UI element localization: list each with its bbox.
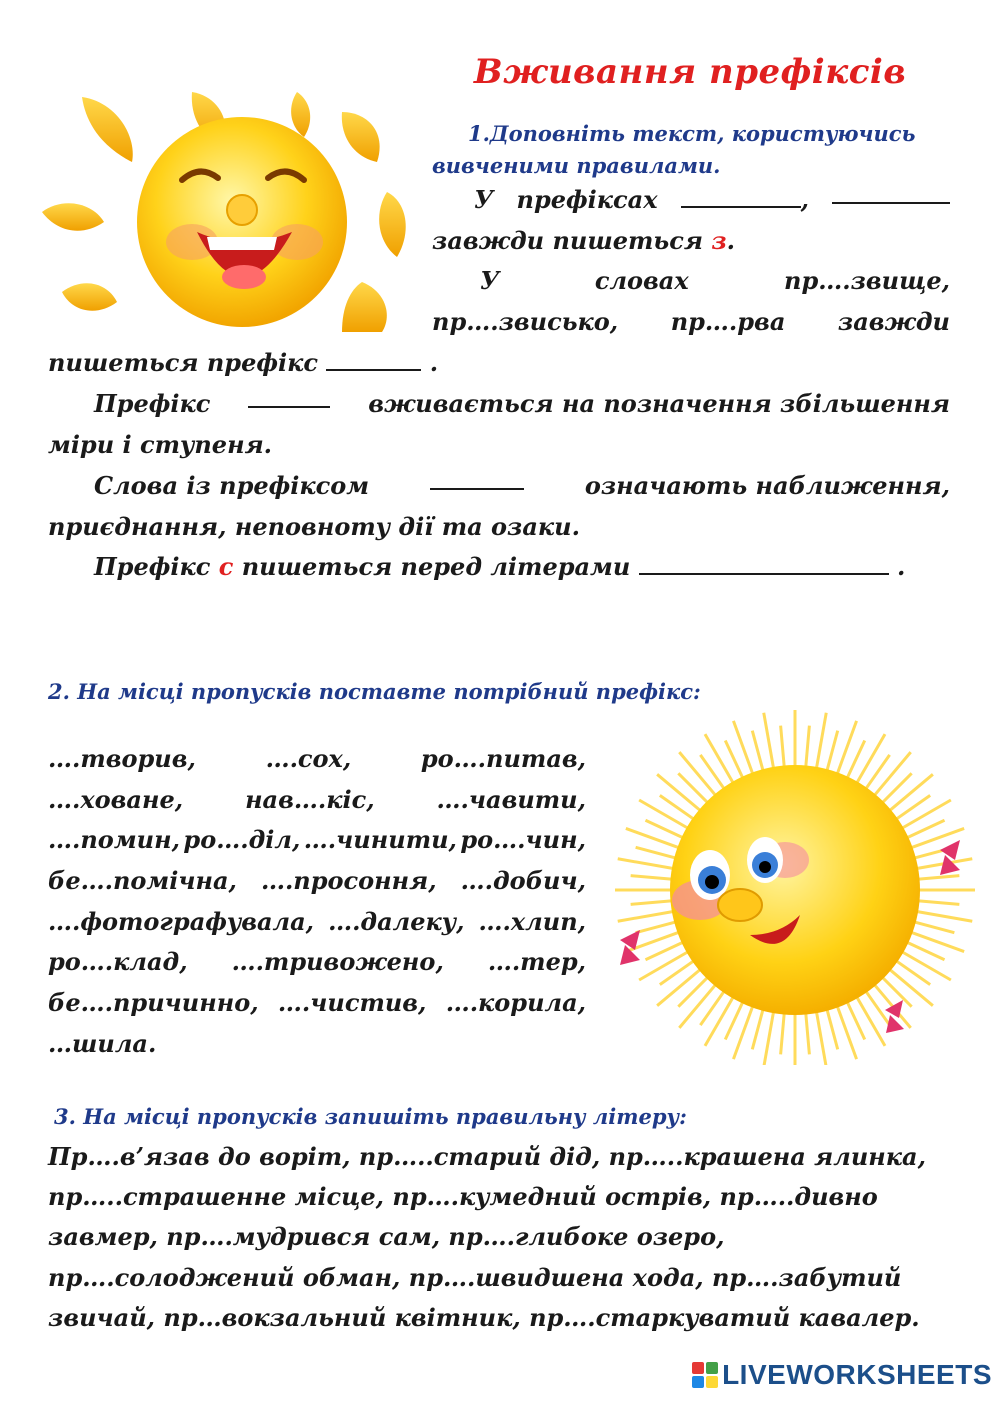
task1-line8: Слова із префіксом означають наближення, xyxy=(48,466,950,506)
task1-line9: приєднання, неповноту дії та озаки. xyxy=(48,512,580,541)
blank-3[interactable] xyxy=(326,347,421,371)
task1-line3: У словах пр….звище, xyxy=(480,266,950,295)
task2-heading: 2. На місці пропусків поставте потрібний префікс: xyxy=(48,679,701,704)
task1-heading-line1: 1.Доповніть текст, користуючись xyxy=(468,121,916,146)
task1-line4: пр….звисько, пр….рва завжди xyxy=(432,307,950,336)
task3-line: Пр….в’язав до воріт, пр…..старий дід, пр…..крашена ялинка, xyxy=(48,1142,926,1171)
task2-row: бе….помічна, ….просоння, ….добич, xyxy=(48,866,586,895)
task1-line2: завжди пишеться з. xyxy=(432,226,736,255)
task2-row: бе….причинно, ….чистив, ….корила, xyxy=(48,988,586,1017)
blank-6[interactable] xyxy=(639,551,889,575)
logo-mark-icon xyxy=(692,1362,718,1388)
logo-text: LIVEWORKSHEETS xyxy=(722,1359,992,1390)
task2-row: …шила. xyxy=(48,1029,157,1058)
smiling-sun-illustration xyxy=(42,92,412,332)
task3-line: звичай, пр…вокзальний квітник, пр….старкуватий кавалер. xyxy=(48,1303,920,1332)
task1-heading-line2: вивченими правилами. xyxy=(432,153,721,178)
task1-line5: пишеться префікс . xyxy=(48,348,439,377)
task3-line: пр….солоджений обман, пр….швидшена хода, пр….забутий xyxy=(48,1263,902,1292)
blank-2[interactable] xyxy=(832,180,950,204)
blank-5[interactable] xyxy=(430,466,524,490)
task1-line1: У префіксах , xyxy=(432,180,950,220)
rayed-sun-illustration xyxy=(600,710,995,1065)
task1-line6: Префікс вживається на позначення збільшення xyxy=(48,384,950,424)
task3-heading: 3. На місці пропусків запишіть правильну літеру: xyxy=(54,1104,687,1129)
task2-row: ро….клад, ….тривожено, ….тер, xyxy=(48,947,586,976)
task3-line: пр…..страшенне місце, пр….кумедний острів, пр…..дивно xyxy=(48,1182,878,1211)
liveworksheets-logo[interactable] xyxy=(692,1359,992,1391)
blank-4[interactable] xyxy=(248,384,330,408)
task2-row: ….помин, ро….діл, ….чинити, ро….чин, xyxy=(48,825,586,854)
task2-row: ….творив, ….сох, ро….питав, xyxy=(48,744,586,773)
task2-row: ….ховане, нав….кіс, ….чавити, xyxy=(48,785,586,814)
page-title: Вживання префіксів xyxy=(473,52,907,92)
task1-line7: міри і ступеня. xyxy=(48,430,273,459)
task1-line10: Префікс с пишеться перед літерами . xyxy=(94,552,906,581)
task2-row: ….фотографувала, ….далеку, ….хлип, xyxy=(48,907,586,936)
blank-1[interactable] xyxy=(681,184,801,208)
task3-line: завмер, пр….мудрився сам, пр….глибоке озеро, xyxy=(48,1222,725,1251)
